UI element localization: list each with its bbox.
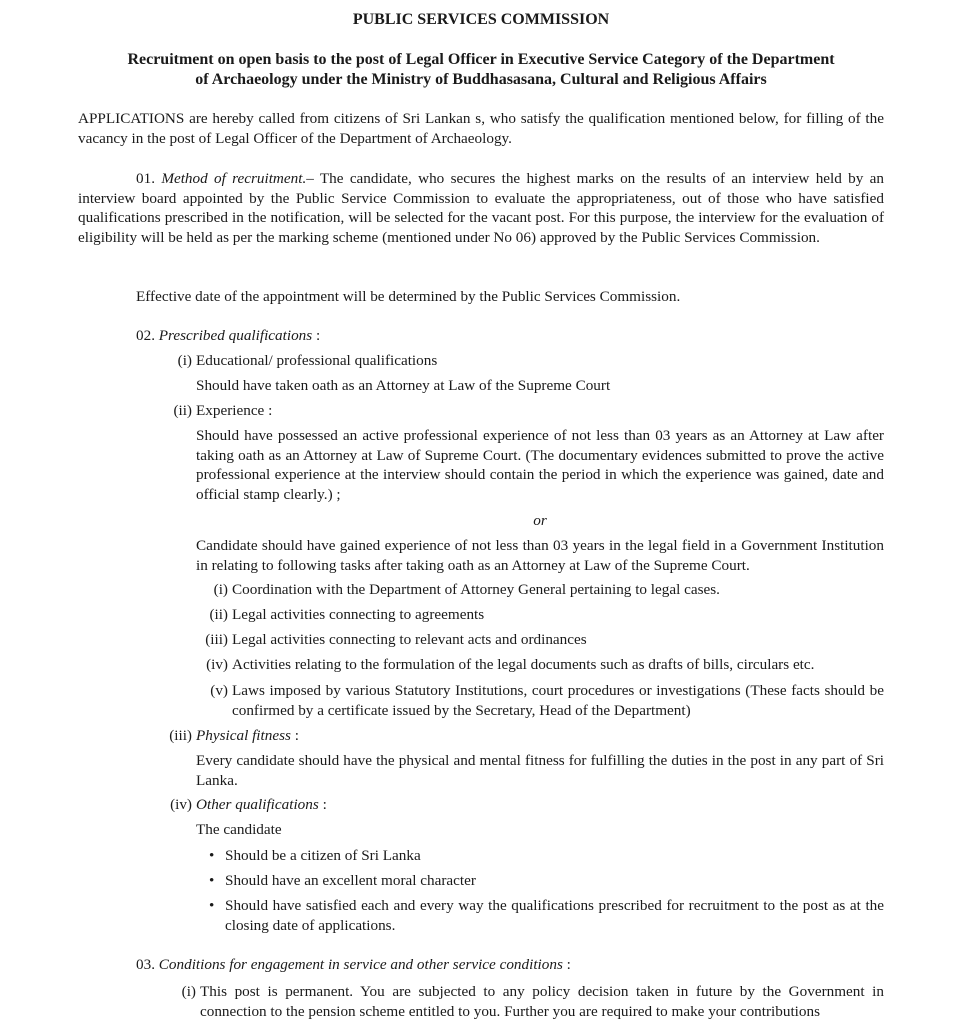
- section-01-heading: Method of recruitment.: [161, 170, 307, 187]
- condition-i-label: (i): [181, 983, 196, 1000]
- qual-iii-label: (iii): [169, 727, 192, 744]
- intro-paragraph: APPLICATIONS are hereby called from citizens of Sri Lankan s, who satisfy the qualification mentioned below, for filling of the vacancy in the post of Legal Officer of the Department of Archaeology.: [78, 110, 884, 147]
- qual-iv-title: Other qualifications: [196, 796, 319, 813]
- task-4-text: Activities relating to the formulation of the legal documents such as drafts of bills, circulars etc.: [232, 656, 815, 673]
- qual-iv-label: (iv): [170, 796, 192, 813]
- document-title: PUBLIC SERVICES COMMISSION: [352, 11, 610, 28]
- qual-iii-heading: [196, 726, 884, 746]
- subtitle-line-2: of Archaeology under the Ministry of Buddhasasana, Cultural and Religious Affairs: [195, 71, 767, 88]
- section-02-title: Prescribed qualifications: [158, 327, 313, 344]
- bullet-2-text: Should have an excellent moral character: [225, 872, 476, 889]
- task-3-text: Legal activities connecting to relevant acts and ordinances: [232, 631, 587, 648]
- bullet-1-marker: •: [209, 847, 215, 864]
- qual-iii-text: Every candidate should have the physical and mental fitness for fulfilling the duties in the post in any part of Sri Lanka.: [196, 752, 884, 789]
- bullet-3-marker: •: [209, 897, 215, 914]
- section-03-heading: [136, 955, 884, 975]
- section-02-heading: [136, 326, 884, 346]
- qual-i-label: (i): [177, 352, 192, 369]
- task-4-label: (iv): [206, 656, 228, 673]
- condition-i-text: This post is permanent. You are subjected to any policy decision taken in future by the Government in connection to the pension scheme entitled to you. Further you are required to make your contributions: [200, 983, 884, 1020]
- qual-iv-heading: [196, 795, 884, 815]
- bullet-2-marker: •: [209, 872, 215, 889]
- qual-iii-colon: :: [290, 727, 299, 744]
- section-03-colon: :: [562, 956, 571, 973]
- task-1-label: (i): [213, 581, 228, 598]
- qual-iv-intro: The candidate: [196, 821, 282, 838]
- task-3-label: (iii): [205, 631, 228, 648]
- bullet-1-text: Should be a citizen of Sri Lanka: [225, 847, 421, 864]
- qual-iv-colon: :: [318, 796, 327, 813]
- section-02-number: 02.: [136, 327, 155, 344]
- task-2-label: (ii): [209, 606, 228, 623]
- qual-i-title: Educational/ professional qualifications: [196, 352, 438, 369]
- task-1-text: Coordination with the Department of Attorney General pertaining to legal cases.: [232, 581, 720, 598]
- section-03-title: Conditions for engagement in service and other service conditions: [158, 956, 563, 973]
- section-01-text: The candidate, who secures the highest marks on the results of an interview held by an interview board appointed by the Public Service Commission to evaluate the appropriateness, out of those who have satisfied qualifications prescribed in the notification, will be selected for the vacant post. For this purpose, the interview for the evaluation of eligibility will be held as per the marking scheme (mentioned under No 06) approved by the Public Services Commission.: [78, 170, 885, 246]
- task-5-text: Laws imposed by various Statutory Institutions, court procedures or investigations (These facts should be confirmed by a certificate issued by the Secretary, Head of the Department): [232, 682, 884, 719]
- qual-ii-text-1: Should have possessed an active professional experience of not less than 03 years as an Attorney at Law after taking oath as an Attorney at Law of Supreme Court. (The documentary evidences submitted to prove the active professional experience at the interview should contain the period in which the experience was gained, date and official stamp clearly.) ;: [196, 427, 884, 503]
- qual-iii-title: Physical fitness: [196, 727, 291, 744]
- section-01-number: 01.: [136, 170, 155, 187]
- section-02-colon: :: [312, 327, 321, 344]
- section-01-dash: –: [306, 170, 314, 187]
- task-2-text: Legal activities connecting to agreements: [232, 606, 485, 623]
- task-5-label: (v): [210, 682, 228, 699]
- bullet-3-text: Should have satisfied each and every way the qualifications prescribed for recruitment to the post as at the closing date of applications.: [225, 897, 884, 934]
- section-01-paragraph: [78, 169, 884, 247]
- subtitle-line-1: Recruitment on open basis to the post of Legal Officer in Executive Service Category of the Department: [127, 51, 835, 68]
- qual-ii-text-2: Candidate should have gained experience of not less than 03 years in the legal field in a Government Institution in relating to following tasks after taking oath as an Attorney at Law of the Supreme Court.: [196, 537, 884, 574]
- document-subtitle: [78, 50, 884, 90]
- qual-i-text: Should have taken oath as an Attorney at Law of the Supreme Court: [196, 377, 611, 394]
- qual-ii-title: Experience :: [196, 402, 273, 419]
- qual-ii-label: (ii): [173, 402, 192, 419]
- effective-date-paragraph: Effective date of the appointment will be determined by the Public Services Commission.: [136, 288, 681, 305]
- or-separator: or: [533, 512, 547, 529]
- section-03-number: 03.: [136, 956, 155, 973]
